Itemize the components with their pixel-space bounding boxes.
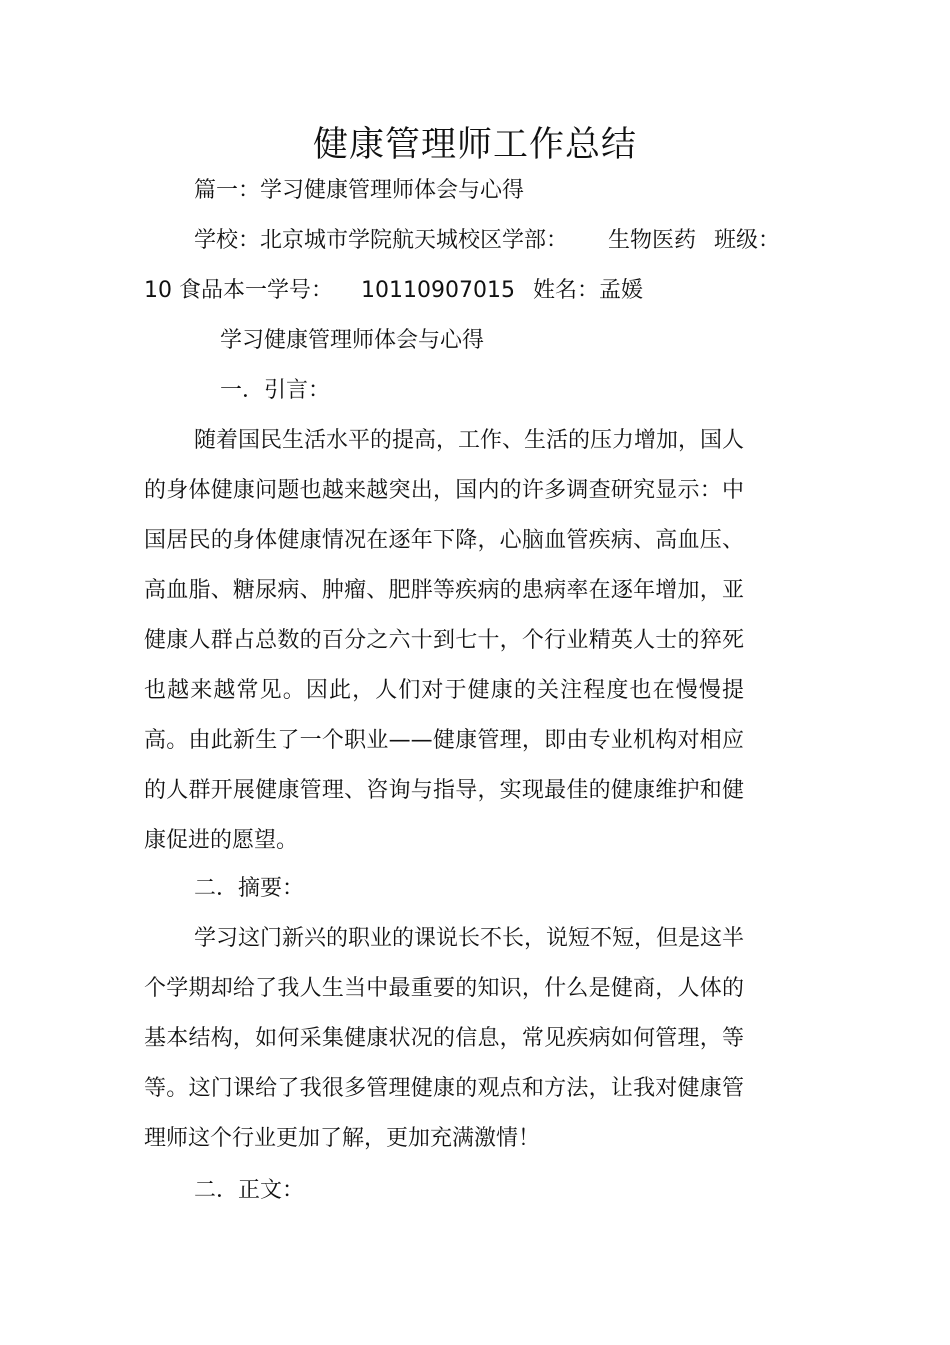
section-heading-main-text: 二．正文： bbox=[194, 1178, 305, 1203]
department-name: 生物医药 bbox=[608, 228, 697, 253]
introduction-paragraph: 随着国民生活水平的提高，工作、生活的压力增加，国人的身体健康问题也越来越突出，国内的许多调查研究显示：中国居民的身体健康情况在逐年下降，心脑血管疾病、高血压、高血脂、糖尿病、肿瘤、肥胖等疾病的患病率在逐年增加，亚健康人群占总数的百分之六十到七十，个行业精英人士的猝死也越来越常见。因此，人们对于健康的关注程度也在慢慢提高。由此新生了一个职业——健康管理，即由专业机构对相应的人群开展健康管理、咨询与指导，实现最佳的健康维护和健康促进的愿望。 bbox=[144, 428, 745, 853]
school-name: 北京城市学院航天城校区学部： bbox=[260, 228, 569, 253]
class-label: 班级： bbox=[714, 228, 781, 253]
info-line-1 bbox=[194, 226, 780, 256]
class-value: 10 食品本一学号： bbox=[144, 278, 333, 303]
school-label: 学校： bbox=[194, 228, 261, 253]
section-heading-introduction: 一．引言： bbox=[220, 378, 331, 403]
section-heading-abstract: 二．摘要： bbox=[194, 876, 305, 901]
document-title: 健康管理师工作总结 bbox=[312, 125, 637, 165]
chapter-heading: 篇一：学习健康管理师体会与心得 bbox=[194, 178, 525, 203]
name-label: 姓名： bbox=[532, 278, 599, 303]
info-line-2 bbox=[144, 276, 643, 306]
abstract-paragraph: 学习这门新兴的职业的课说长不长，说短不短，但是这半个学期却给了我人生当中最重要的知识，什么是健商，人体的基本结构，如何采集健康状况的信息，常见疾病如何管理，等等。这门课给了我很多管理健康的观点和方法，让我对健康管理师这个行业更加了解，更加充满激情！ bbox=[144, 926, 745, 1151]
subtitle: 学习健康管理师体会与心得 bbox=[220, 328, 485, 353]
student-name: 孟媛 bbox=[598, 278, 643, 303]
student-id: 10110907015 bbox=[361, 278, 515, 303]
